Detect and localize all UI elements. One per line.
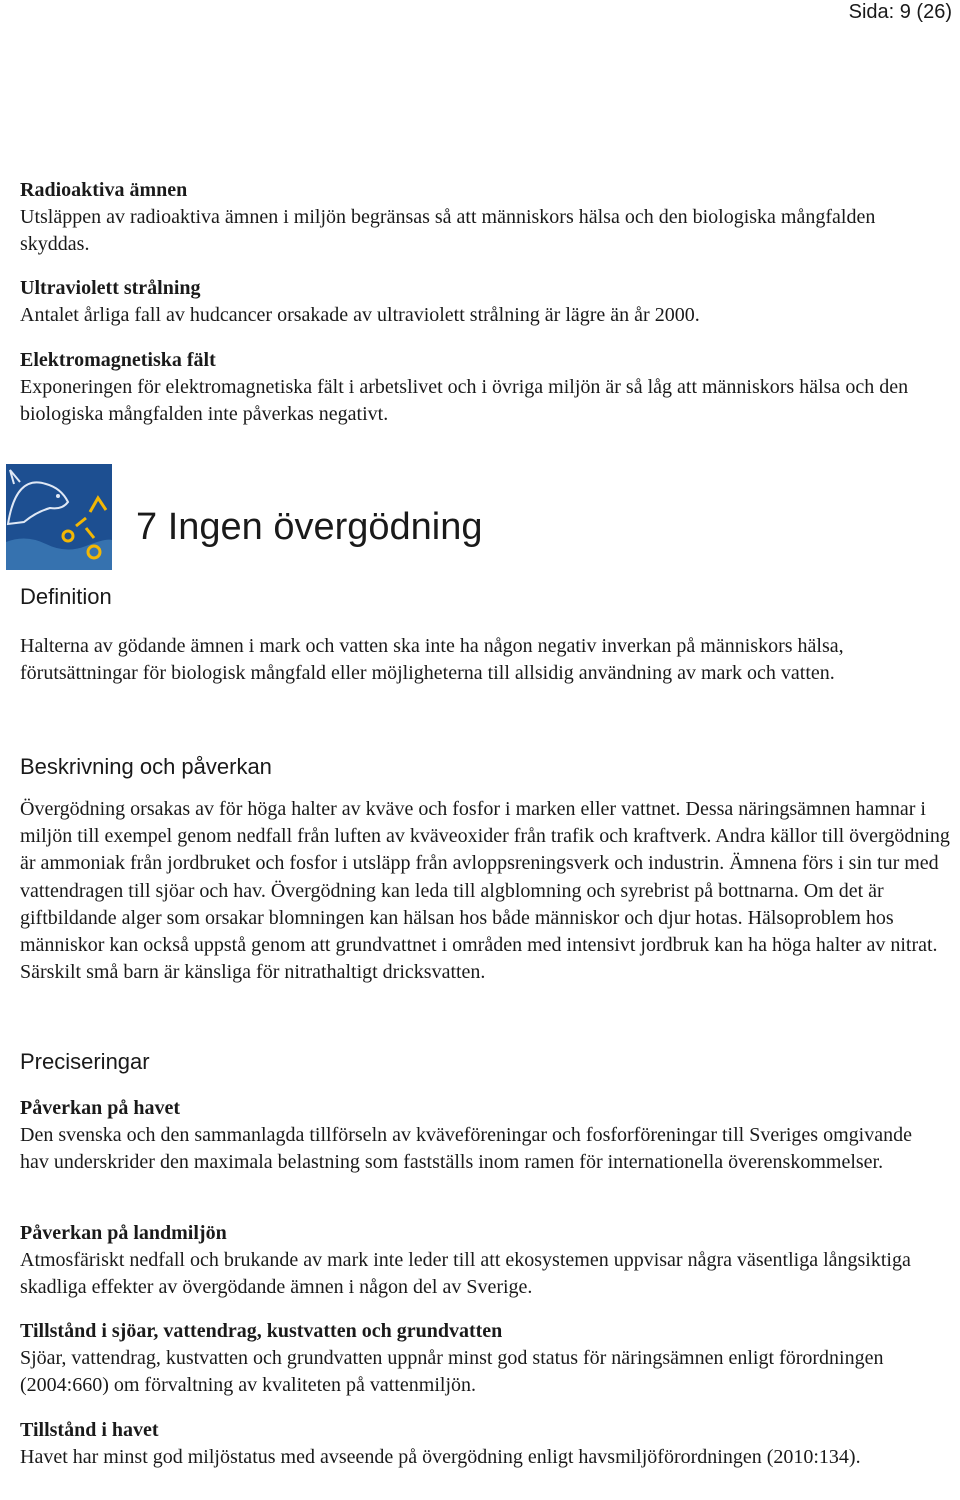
section-heading: Ultraviolett strålning (20, 277, 201, 299)
spec-text: Den svenska och den sammanlagda tillförseln av kväveföreningar och fosforföreningar till Sveriges omgivande hav underskrider den maximala belastning som fastställs inom ramen för internationella överenskommelser. (20, 1124, 912, 1173)
section-text: Exponeringen för elektromagnetiska fält i arbetslivet och i övriga miljön är så låg att människors hälsa och den biologiska mångfalden inte påverkas negativt. (20, 376, 909, 425)
definition-text: Halterna av gödande ämnen i mark och vatten ska inte ha någon negativ inverkan på människors hälsa, förutsättningar för biologisk mångfald eller möjligheterna till allsidig användning av mark och vatten. (20, 635, 844, 685)
page-number: Sida: 9 (26) (848, 1, 952, 23)
goal-title: 7 Ingen övergödning (136, 506, 483, 548)
description-text: Övergödning orsakas av för höga halter av kväve och fosfor i marken eller vattnet. Dessa näringsämnen hamnar i miljön till exempel genom nedfall från luften av kväveoxider från trafik och kraftverk. Andra källor till övergödning är ammoniak från jordbruket och fosfor i utsläpp från avloppsreningsverk och industrin. Ämnena förs i sin tur med vattendragen till sjöar och hav. Övergödning kan leda till algblomning och syrebrist på bottnarna. Om det är giftbildande alger som orsakar blomningen kan hälsan hos både människor och djur hotas. Hälsoproblem hos människor kan också uppstå genom att grundvattnet i områden med intensivt jordbruk kan ha höga halter av nitrat. Särskilt små barn är känsliga för nitrathaltigt dricksvatten. (20, 798, 950, 984)
fish-nutrient-logo-icon (6, 464, 112, 570)
spec-item (20, 1095, 945, 1176)
spec-text: Havet har minst god miljöstatus med avseende på övergödning enligt havsmiljöförordningen (2010:134). (20, 1446, 861, 1468)
section-heading: Elektromagnetiska fält (20, 349, 216, 371)
specifications-heading: Preciseringar (20, 1049, 150, 1074)
section-elektromagnetiska (20, 347, 945, 428)
description-heading: Beskrivning och påverkan (20, 754, 272, 779)
spec-heading: Påverkan på landmiljön (20, 1222, 227, 1244)
definition-heading: Definition (20, 584, 112, 609)
spec-heading: Påverkan på havet (20, 1097, 180, 1119)
section-ultraviolett (20, 275, 945, 329)
section-text: Utsläppen av radioaktiva ämnen i miljön begränsas så att människors hälsa och den biologiska mångfalden skyddas. (20, 206, 876, 255)
spec-text: Atmosfäriskt nedfall och brukande av mark inte leder till att ekosystemen uppvisar några väsentliga långsiktiga skadliga effekter av övergödande ämnen i någon del av Sverige. (20, 1249, 911, 1298)
spec-heading: Tillstånd i sjöar, vattendrag, kustvatten och grundvatten (20, 1320, 503, 1342)
section-heading: Radioaktiva ämnen (20, 179, 188, 201)
spec-item (20, 1417, 945, 1471)
spec-text: Sjöar, vattendrag, kustvatten och grundvatten uppnår minst god status för näringsämnen enligt förordningen (2004:660) om förvaltning av kvaliteten på vattenmiljön. (20, 1347, 884, 1396)
section-radioaktiva (20, 177, 945, 258)
section-text: Antalet årliga fall av hudcancer orsakade av ultraviolett strålning är lägre än år 2000. (20, 304, 700, 326)
spec-heading: Tillstånd i havet (20, 1419, 159, 1441)
spec-item (20, 1220, 945, 1301)
spec-item (20, 1318, 945, 1399)
